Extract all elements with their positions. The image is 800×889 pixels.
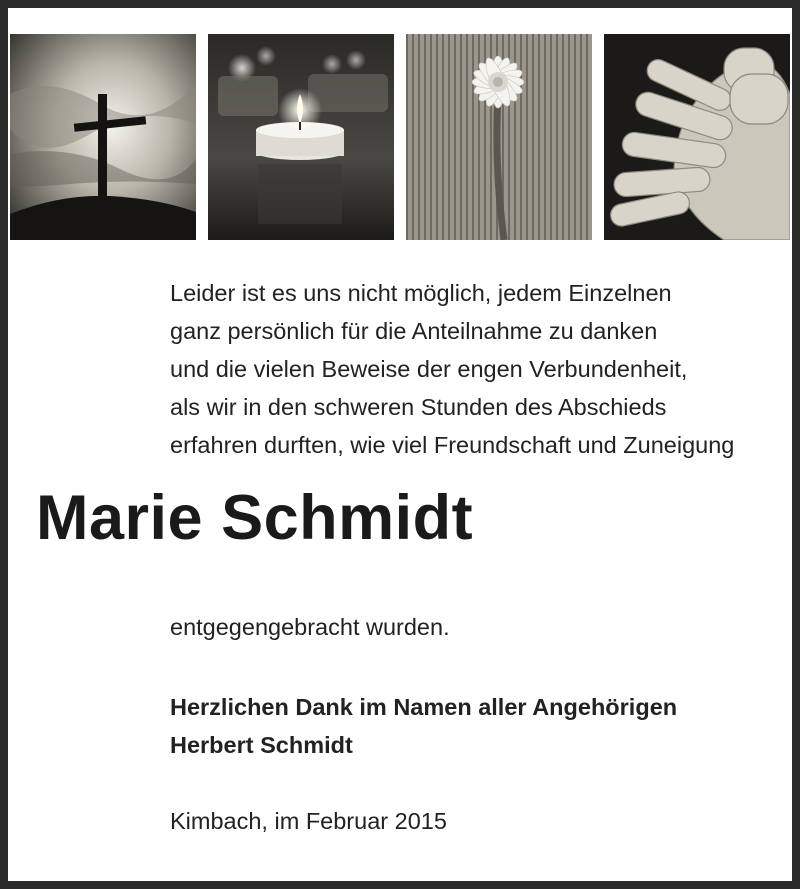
flower-image (406, 34, 592, 240)
intro-text (170, 274, 780, 464)
praying-hands-image (604, 34, 790, 240)
intro-line: und die vielen Beweise der engen Verbundenheit, (170, 356, 688, 382)
photo-strip (10, 34, 798, 240)
deceased-name: Marie Schmidt (36, 483, 474, 553)
intro-line: als wir in den schweren Stunden des Abschieds (170, 394, 667, 420)
cross-on-hill-image (10, 34, 196, 240)
thanks-block (170, 688, 677, 764)
candles-image (208, 34, 394, 240)
place-date: Kimbach, im Februar 2015 (170, 808, 447, 834)
intro-line: Leider ist es uns nicht möglich, jedem Einzelnen (170, 280, 672, 306)
continuation-text: entgegengebracht wurden. (170, 614, 450, 640)
intro-line: ganz persönlich für die Anteilnahme zu danken (170, 318, 658, 344)
intro-line: erfahren durften, wie viel Freundschaft und Zuneigung (170, 432, 735, 458)
signatory-name: Herbert Schmidt (170, 732, 353, 758)
thanks-line: Herzlichen Dank im Namen aller Angehörigen (170, 694, 678, 720)
